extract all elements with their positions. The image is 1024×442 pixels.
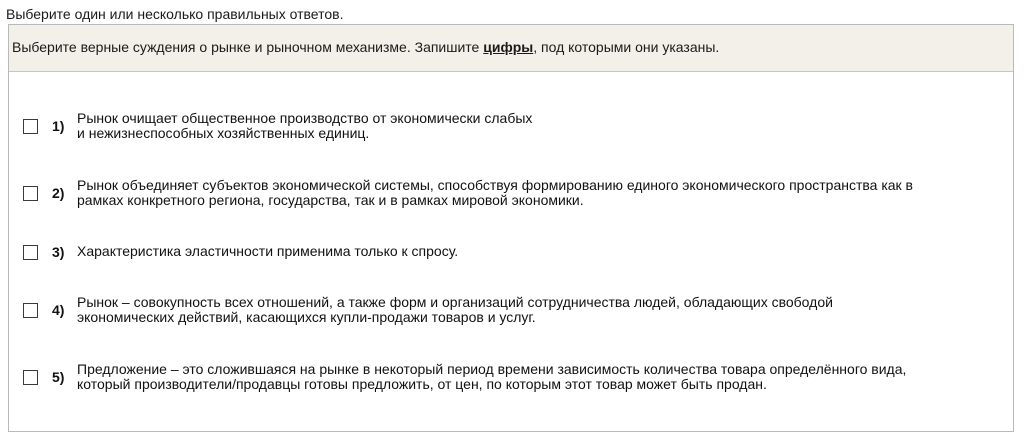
option-1[interactable] bbox=[9, 108, 1013, 158]
instruction-text: Выберите один или несколько правильных ответов. bbox=[6, 6, 344, 22]
option-4-text: Рынок – совокупность всех отношений, а также форм и организаций сотрудничества людей, обладающих свободой экономических действий, касающихся купли-продажи товаров и услуг. bbox=[77, 294, 833, 325]
question-suffix: , под которыми они указаны. bbox=[533, 39, 720, 55]
option-4[interactable] bbox=[9, 292, 1013, 342]
option-4-checkbox[interactable] bbox=[23, 303, 38, 318]
option-1-number: 1) bbox=[52, 118, 65, 134]
option-3[interactable] bbox=[9, 234, 1013, 284]
question-keyword: цифры bbox=[483, 39, 534, 55]
option-3-checkbox[interactable] bbox=[23, 245, 38, 260]
option-2-checkbox[interactable] bbox=[23, 186, 38, 201]
option-5-checkbox[interactable] bbox=[23, 370, 38, 385]
option-3-number: 3) bbox=[52, 244, 65, 260]
option-5-number: 5) bbox=[52, 369, 65, 385]
question-prefix: Выберите верные суждения о рынке и рыночном механизме. Запишите bbox=[12, 39, 484, 55]
option-5[interactable] bbox=[9, 359, 1013, 409]
option-2-text: Рынок объединяет субъектов экономической системы, способствуя формированию единого экономического пространства как в рамках конкретного региона, государства, так и в рамках мировой экономики. bbox=[77, 177, 913, 208]
option-1-text: Рынок очищает общественное производство от экономически слабых и нежизнеспособных хозяйственных единиц. bbox=[77, 110, 533, 141]
option-2-number: 2) bbox=[52, 185, 65, 201]
option-4-number: 4) bbox=[52, 302, 65, 318]
option-3-text: Характеристика эластичности применима только к спросу. bbox=[77, 243, 459, 259]
option-5-text: Предложение – это сложившаяся на рынке в некоторый период времени зависимость количества товара определённого вида, который производители/продавцы готовы предложить, от цен, по которым этот товар может быть продан. bbox=[77, 361, 907, 392]
question-text bbox=[9, 25, 1013, 72]
question-box bbox=[8, 24, 1014, 432]
option-2[interactable] bbox=[9, 175, 1013, 225]
option-1-checkbox[interactable] bbox=[23, 119, 38, 134]
